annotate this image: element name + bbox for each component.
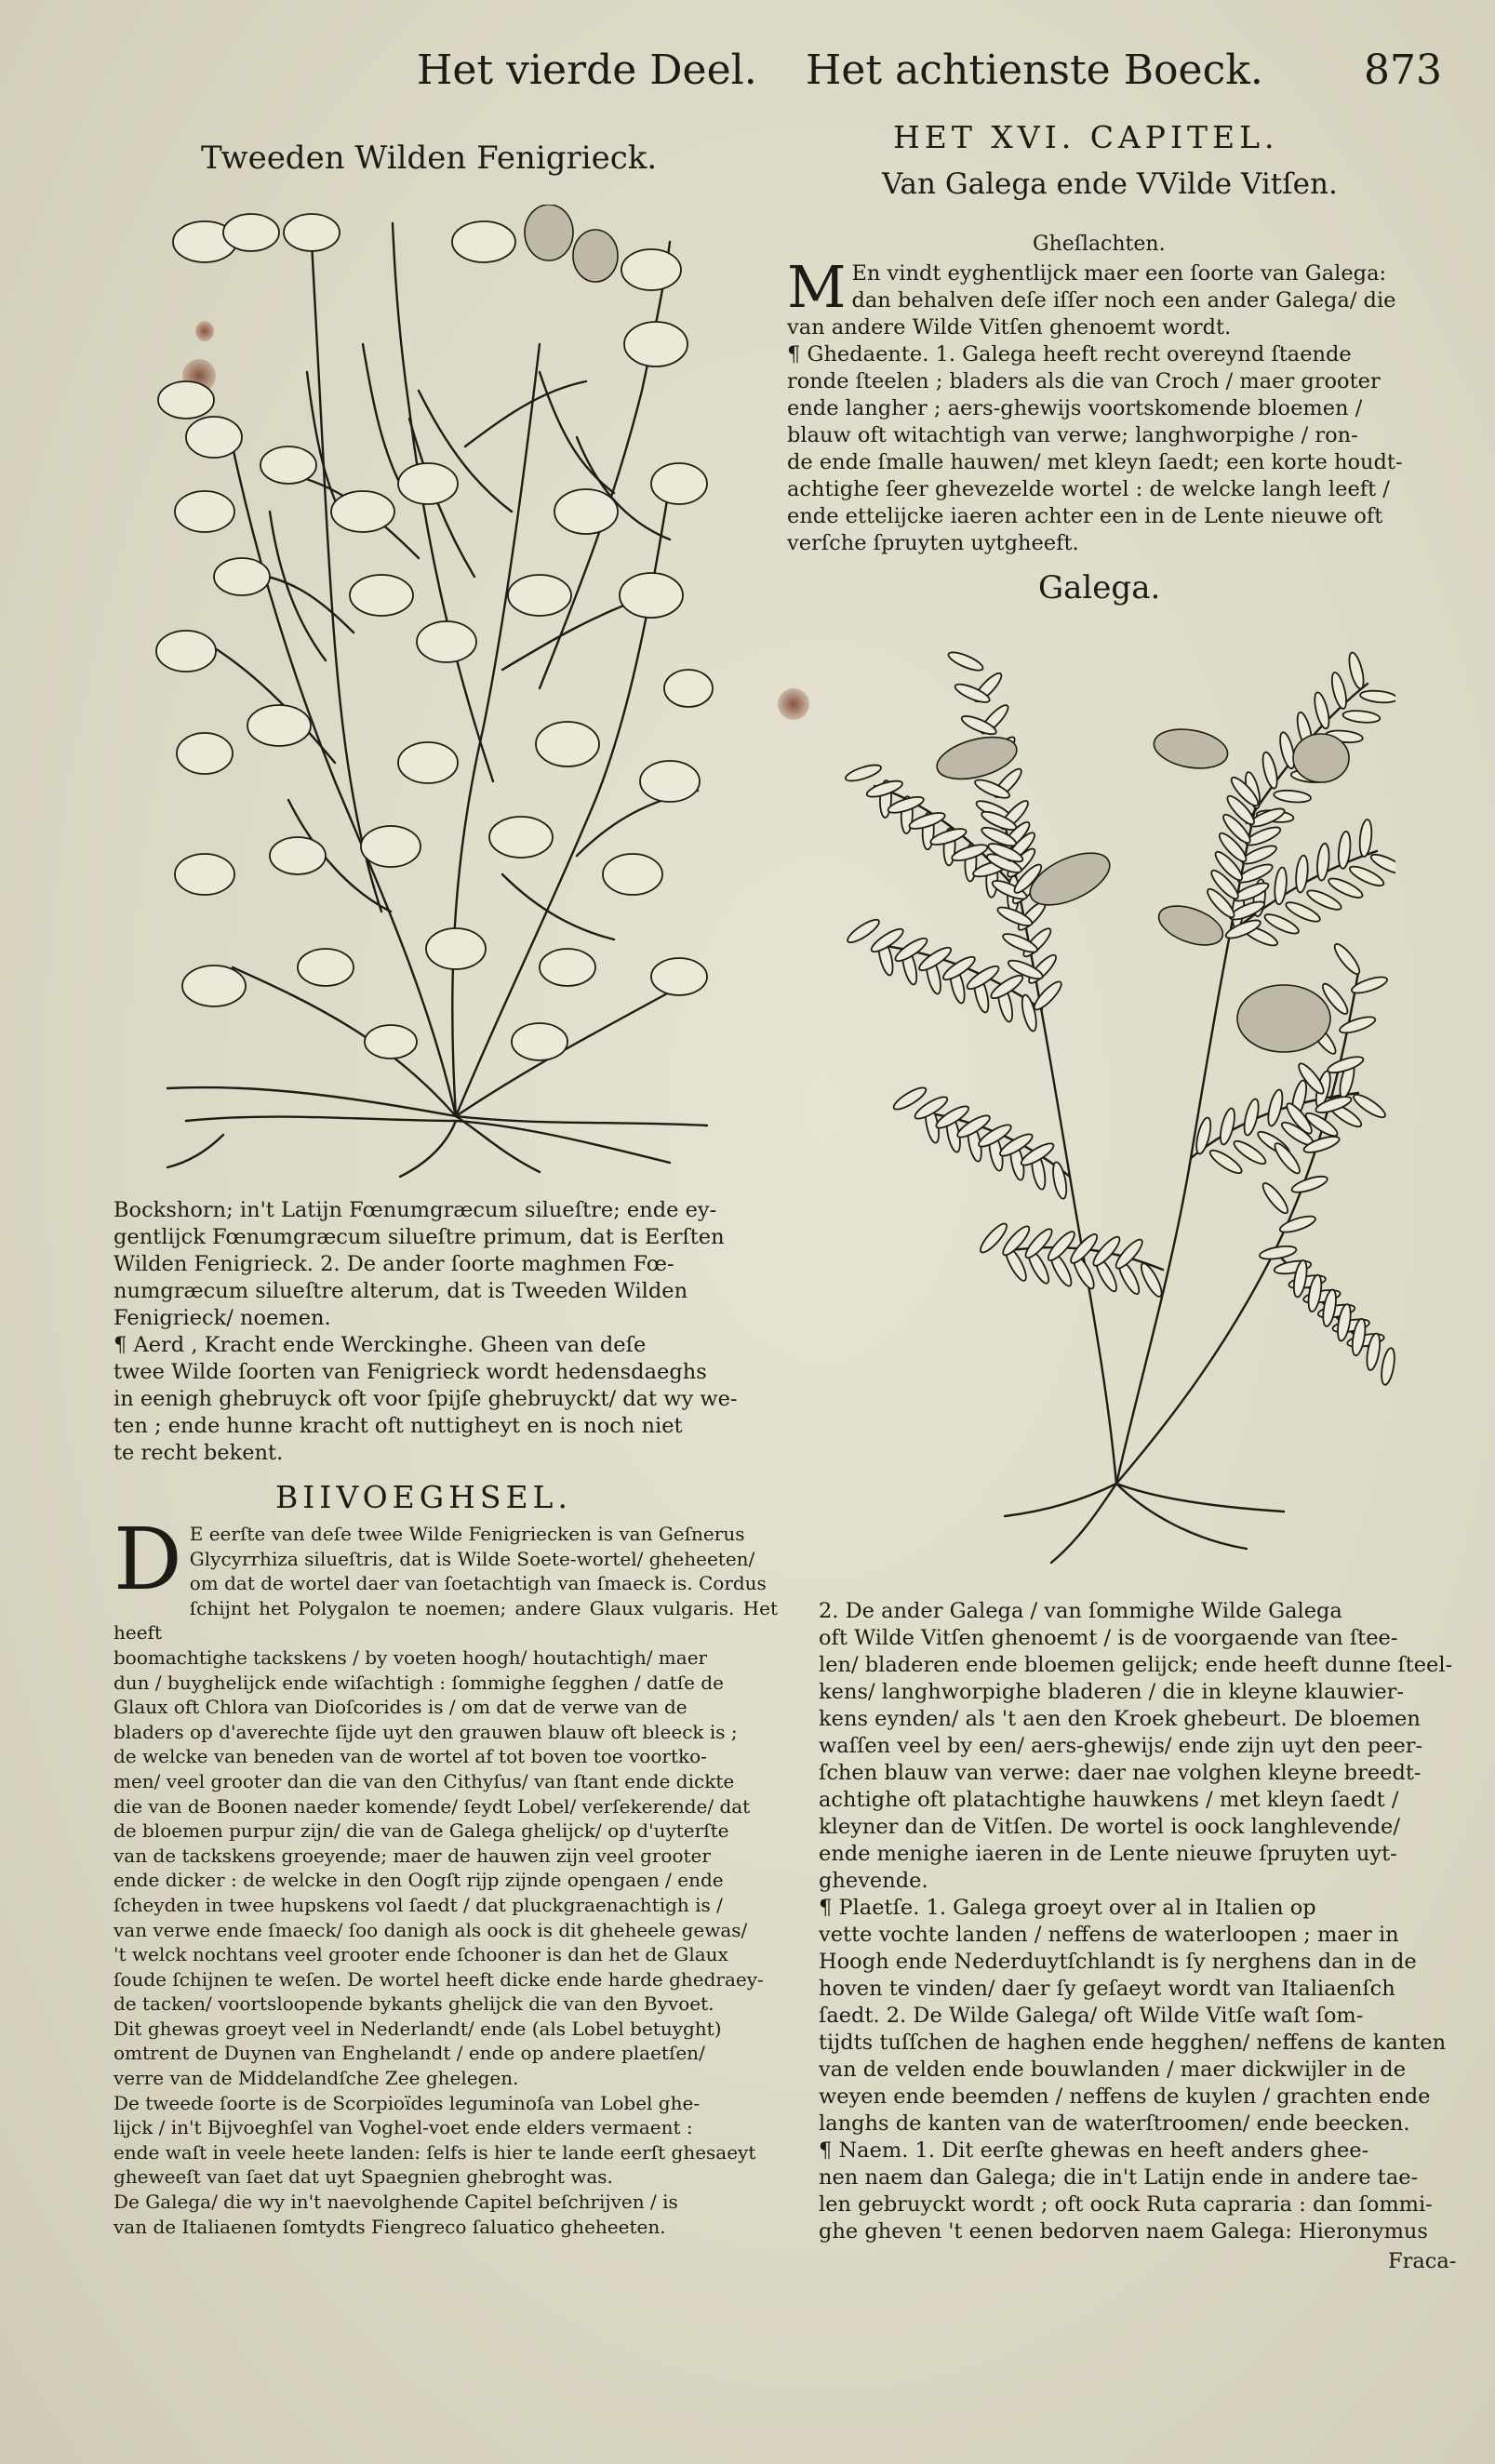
text-line: de bloemen purpur zijn/ die van de Galega ghelijck/ op d'uyterſte	[113, 1819, 729, 1843]
section-label: Gheſlachten.	[1033, 233, 1166, 256]
text-line: verſche ſpruyten uytgheeft.	[787, 531, 1079, 555]
text-line: ſaedt. 2. De Wilde Galega/ oft Wilde Vitſe waſt ſom-	[819, 2004, 1364, 2028]
text-line: men/ veel grooter dan die van den Cithyſus/ van ſtant ende dickte	[113, 1769, 735, 1792]
text-line: Glycyrrhiza silueſtris, dat is Wilde Soete-wortel/ gheheeten/	[189, 1547, 755, 1570]
text-line: kens eynden/ als 't aen den Kroek ghebeurt. De bloemen	[819, 1707, 1421, 1731]
chapter-subtitle: Van Galega ende VVilde Vitſen.	[882, 167, 1338, 201]
text-line: ¶ Naem. 1. Dit eerſte ghewas en heeft anders ghee-	[819, 2138, 1369, 2163]
leaflet	[1331, 941, 1363, 978]
text-line: twee Wilde ſoorten van Fenigrieck wordt hedensdaeghs	[113, 1360, 707, 1384]
text-line: De Galega/ die wy in't naevolghende Capitel beſchrijven / is	[113, 2191, 678, 2214]
drop-cap: D	[113, 1510, 182, 1609]
text-line: achtighe ſeer ghevezelde wortel : de welcke langh leeft /	[787, 477, 1390, 501]
text-line: omtrent de Duynen van Enghelandt / ende op andere plaetſen/	[113, 2042, 705, 2065]
text-line: van de velden ende bouwlanden / maer dickwijler in de	[819, 2058, 1407, 2082]
text-line: nen naem dan Galega; die in't Latijn ende in andere tae-	[819, 2165, 1419, 2190]
leaflet	[1350, 974, 1389, 996]
text-line: 't welck nochtans veel grooter ende ſchooner is dan het de Glaux	[113, 1943, 728, 1966]
text-line: van de tackskens groeyende; maer de hauwen zijn veel grooter	[113, 1844, 711, 1867]
galega-woodcut	[837, 619, 1395, 1577]
leaflet	[1020, 993, 1039, 1032]
catchword: Fraca-	[1388, 2249, 1457, 2273]
running-head-right: Het achtienste Boeck.	[806, 47, 1263, 94]
leaflet	[1337, 831, 1352, 869]
leaflet	[1274, 867, 1288, 905]
text-line: ¶ Aerd , Kracht ende Werckinghe. Gheen van deſe	[113, 1333, 647, 1357]
text-line: Bockshorn; in't Latijn Fœnumgræcum silueſtre; ende ey-	[113, 1198, 717, 1222]
leaflet	[844, 762, 883, 784]
text-line: numgræcum silueſtre alterum, dat is Tweeden Wilden	[113, 1279, 688, 1303]
text-line: om dat de wortel daer van ſoetachtigh van ſmaeck is. Cordus	[189, 1572, 767, 1595]
text-line: ¶ Plaetſe. 1. Galega groeyt over al in Italien op	[819, 1896, 1316, 1920]
text-line: ſcheyden in twee hupskens vol ſaedt / dat pluckgraenachtigh is /	[113, 1893, 723, 1916]
text-line: de tacken/ voortsloopende bykants ghelijck die van den Byvoet.	[113, 1992, 714, 2016]
text-line: dan behalven deſe iſſer noch een ander Galega/ die	[851, 288, 1396, 313]
text-line: gentlijck Fœnumgræcum silueſtre primum, dat is Eerſten	[113, 1225, 725, 1249]
text-line: vette vochte landen / neffens de waterloopen ; maer in	[819, 1923, 1399, 1947]
leaflet	[1278, 1213, 1317, 1235]
leaflet	[1329, 672, 1349, 711]
leaflet	[1312, 691, 1331, 730]
leaflet	[1260, 1180, 1291, 1217]
text-line: de ende ſmalle hauwen/ met kleyn ſaedt; een korte houdt-	[787, 450, 1403, 474]
leaflet	[1259, 1244, 1297, 1261]
text-line: achtighe oft platachtighe hauwkens / met kleyn ſaedt /	[819, 1788, 1399, 1812]
leaflet	[1294, 855, 1309, 893]
text-line: ſoude ſchijnen te weſen. De wortel heeft dicke ende harde ghedraey-	[113, 1967, 764, 1991]
leaflet	[1050, 1161, 1069, 1200]
leaflet	[1342, 709, 1381, 724]
text-line: ende dicker : de welcke in den Oogſt rijp zijnde opengaen / ende	[113, 1869, 724, 1892]
text-line: verre van de Middelandſche Zee ghelegen.	[113, 2067, 519, 2090]
text-line: langhs de kanten van de waterſtroomen/ ende beecken.	[819, 2111, 1410, 2136]
text-line: ¶ Ghedaente. 1. Galega heeft recht overeynd ſtaende	[787, 342, 1352, 366]
text-line: hoven te vinden/ daer ſy geſaeyt wordt van Italiaenſch	[819, 1977, 1395, 2001]
text-line: En vindt eyghentlijck maer een ſoorte van Galega:	[851, 261, 1387, 286]
text-line: ende ettelijcke iaeren achter een in de Lente nieuwe oft	[787, 504, 1383, 528]
text-line: van de Italiaenen ſomtydts Fiengreco ſaluatico gheheeten.	[113, 2215, 666, 2238]
page-number: 873	[1364, 47, 1442, 94]
leaflet	[1260, 751, 1279, 790]
lower-text-block	[819, 1598, 1461, 2245]
text-line: Wilden Fenigrieck. 2. De ander ſoorte maghmen Fœ-	[113, 1252, 674, 1276]
leaflet	[1338, 1014, 1377, 1036]
text-line: weyen ende beemden / neffens de kuylen / grachten ende	[819, 2084, 1431, 2109]
intro-text-block	[787, 253, 1429, 557]
text-line: ſchen blauw van verwe: daer nae volghen kleyne breedt-	[819, 1761, 1422, 1785]
text-line: tijdts tuſſchen de haghen ende hegghen/ neffens de kanten	[819, 2031, 1447, 2055]
text-line: len gebruyckt wordt ; oft oock Ruta capraria : dan ſommi-	[819, 2192, 1433, 2217]
leaflet	[946, 649, 984, 674]
text-line: Hoogh ende Nederduytſchlandt is ſy nerghens dan in de	[819, 1950, 1417, 1974]
left-text-block	[113, 1197, 778, 1467]
text-line: ende menighe iaeren in de Lente nieuwe ſpruyten uyt-	[819, 1842, 1397, 1866]
drop-cap: M	[787, 253, 847, 321]
leaflet	[1272, 1140, 1303, 1177]
figure-caption-left: Tweeden Wilden Fenigrieck.	[201, 140, 658, 177]
text-line: gheweeſt van ſaet dat uyt Spaegnien ghebroght was.	[113, 2165, 613, 2189]
figure-caption-right: Galega.	[1038, 569, 1161, 606]
text-line: bladers op d'averechte ſijde uyt den grauwen blauw oft bleeck is ;	[113, 1720, 738, 1743]
leaflet	[1218, 1107, 1237, 1146]
text-line: len/ bladeren ende bloemen gelijck; ende heeft dunne ſteel-	[819, 1653, 1453, 1677]
text-line: kleyner dan de Vitſen. De wortel is oock langhlevende/	[819, 1815, 1400, 1839]
text-line: De tweede ſoorte is de Scorpioïdes leguminoſa van Lobel ghe-	[113, 2091, 701, 2114]
supplement-heading: BIIVOEGHSEL.	[275, 1479, 572, 1515]
text-line: dun / buyghelijck ende wiſachtigh : ſommighe ſegghen / datſe de	[113, 1671, 724, 1694]
text-line: ſchijnt het Polygalon te noemen; andere Glaux vulgaris. Het heeft	[113, 1596, 778, 1645]
ink-stain	[778, 688, 809, 720]
text-line: E eerſte van deſe twee Wilde Fenigriecken is van Geſnerus	[189, 1523, 745, 1545]
text-line: ghe gheven 't eenen bedorven naem Galega: Hieronymus	[819, 2219, 1428, 2244]
running-head-left: Het vierde Deel.	[417, 47, 757, 94]
leaflet	[1138, 1261, 1166, 1299]
text-line: ronde ſteelen ; bladers als die van Croch / maer grooter	[787, 369, 1381, 393]
supplement-text-block	[113, 1510, 778, 2239]
text-line: ten ; ende hunne kracht oft nuttigheyt en is noch niet	[113, 1414, 683, 1438]
text-line: Fenigrieck/ noemen.	[113, 1306, 331, 1330]
text-line: Dit ghewas groeyt veel in Nederlandt/ ende (als Lobel betuyght)	[113, 2017, 722, 2040]
leaflet	[1315, 843, 1330, 881]
text-line: van andere Wilde Vitſen ghenoemt wordt.	[787, 315, 1232, 340]
chapter-title: HET XVI. CAPITEL.	[893, 119, 1279, 155]
leaflet	[1290, 1173, 1329, 1195]
text-line: te recht bekent.	[113, 1441, 284, 1465]
text-line: van verwe ende ſmaeck/ ſoo danigh als oock is dit gheheele gewas/	[113, 1918, 748, 1941]
text-line: ende waſt in veele heete landen: ſelfs is hier te lande eerſt ghesaeyt	[113, 2140, 756, 2164]
leaflet	[1346, 651, 1366, 690]
text-line: lijck / in't Bijvoeghſel van Voghel-voet ende elders vermaent :	[113, 2116, 693, 2139]
text-line: ende langher ; aers-ghewijs voortskomende bloemen /	[787, 396, 1363, 420]
text-line: ghevende.	[819, 1869, 928, 1893]
text-line: oft Wilde Vitſen ghenoemt / is de voorgaende van ſtee-	[819, 1626, 1398, 1650]
text-line: Glaux oft Chlora van Dioſcorides is / om dat de verwe van de	[113, 1696, 687, 1719]
leaflet	[1380, 1347, 1395, 1385]
text-line: blauw oft witachtigh van verwe; langhworpighe / ron-	[787, 423, 1358, 447]
text-line: in eenigh ghebruyck oft voor ſpijſe ghebruyckt/ dat wy we-	[113, 1387, 738, 1411]
text-line: de welcke van beneden van de wortel af tot boven toe voortko-	[113, 1745, 707, 1768]
text-line: kens/ langhworpighe bladeren / die in kleyne klauwier-	[819, 1680, 1405, 1704]
text-line: waſſen veel by een/ aers-ghewijs/ ende zijn uyt den peer-	[819, 1734, 1423, 1758]
text-line: boomachtighe tackskens / by voeten hoogh/ houtachtigh/ maer	[113, 1645, 708, 1669]
leaflet	[1274, 789, 1312, 804]
wild-fenugreek-woodcut	[149, 205, 716, 1181]
text-line: 2. De ander Galega / van ſommighe Wilde Galega	[819, 1599, 1342, 1623]
text-line: die van de Boonen naeder komende/ ſeydt Lobel/ verſekerende/ dat	[113, 1794, 751, 1818]
leaflet	[1359, 689, 1395, 704]
leaflet	[1358, 819, 1373, 858]
